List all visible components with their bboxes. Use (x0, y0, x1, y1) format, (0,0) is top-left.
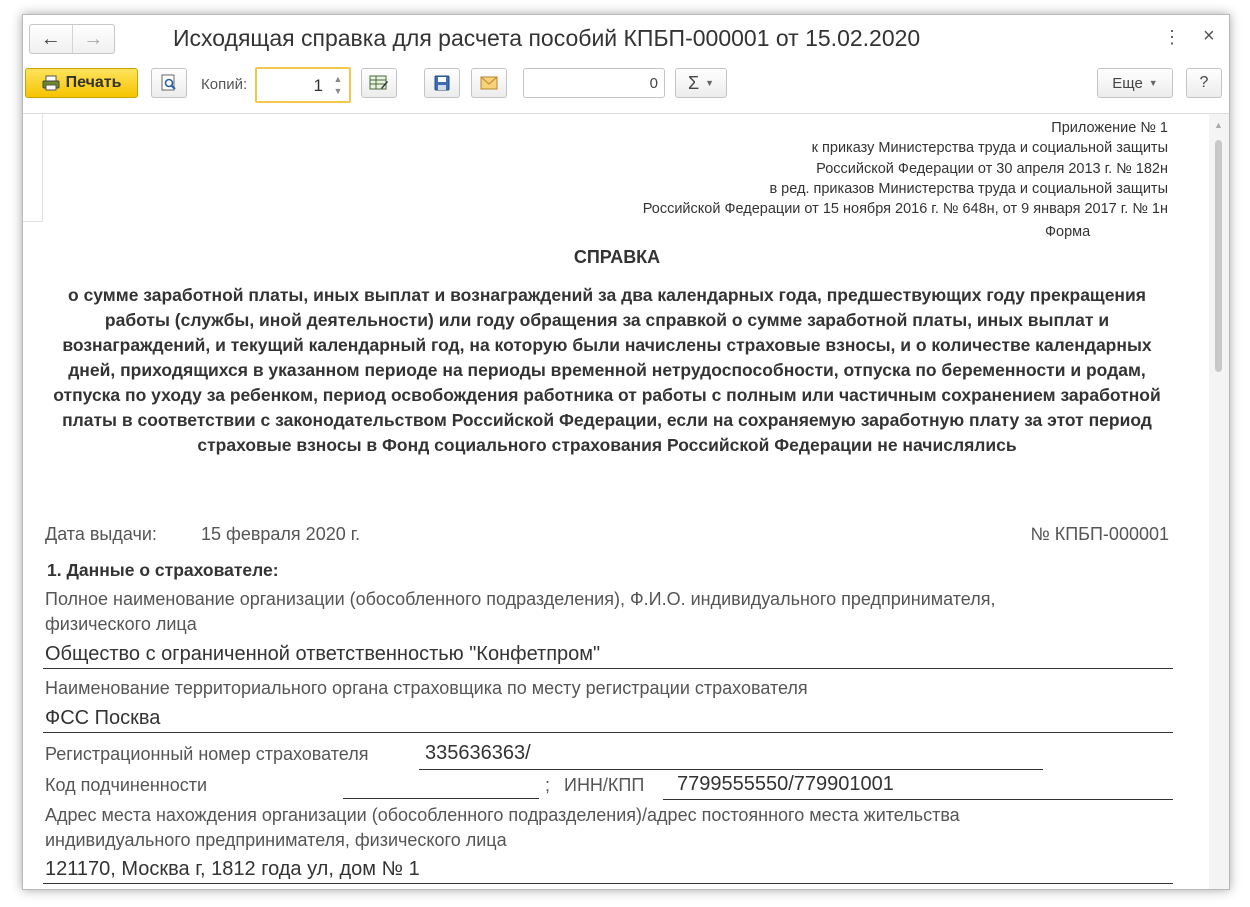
forward-arrow-icon[interactable]: → (72, 25, 115, 53)
fss-value: ФСС Посква (45, 707, 161, 729)
more-label: Еще (1112, 74, 1143, 92)
table-view-button[interactable] (361, 68, 397, 98)
issue-date-label: Дата выдачи: (45, 524, 157, 544)
appendix-line: к приказу Министерства труда и социальной защиты (811, 140, 1168, 157)
appendix-block (643, 118, 1168, 219)
close-icon[interactable]: × (1203, 25, 1215, 47)
sum-field[interactable] (523, 68, 665, 98)
window-title: Исходящая справка для расчета пособий КПБП-000001 от 15.02.2020 (173, 25, 921, 51)
corner-cell (23, 114, 43, 222)
title-bar (23, 15, 1229, 65)
org-name-underline (43, 668, 1173, 669)
more-button[interactable] (1097, 68, 1173, 98)
help-button[interactable]: ? (1186, 68, 1222, 98)
back-arrow-icon[interactable]: ← (40, 27, 61, 50)
semicolon-separator: ; (545, 775, 551, 795)
section-1-title: 1. Данные о страхователе: (47, 560, 279, 580)
copies-stepper[interactable]: ▲ ▼ (333, 74, 343, 96)
navigation-group (29, 24, 115, 54)
issue-date-value: 15 февраля 2020 г. (201, 524, 361, 544)
copies-label: Копий: (201, 76, 248, 93)
scroll-thumb[interactable] (1215, 140, 1222, 372)
appendix-line: Российской Федерации от 30 апреля 2013 г. № 182н (816, 160, 1168, 177)
fss-underline (43, 732, 1173, 733)
envelope-icon (480, 76, 498, 90)
sigma-icon: Σ (687, 72, 700, 93)
inn-kpp-label: ИНН/КПП (564, 775, 645, 795)
certificate-number: № КПБП-000001 (1030, 524, 1169, 544)
inn-kpp-value: 7799555550/779901001 (677, 773, 894, 795)
toolbar (23, 65, 1229, 109)
org-name-value: Общество с ограниченной ответственностью "Конфетпром" (45, 643, 601, 665)
address-label: Адрес места нахождения организации (обособленного подразделения)/адрес постоянного места жительства (45, 805, 960, 825)
printer-icon (42, 75, 60, 91)
sum-value: 0 (649, 75, 658, 92)
document-subheading: о сумме заработной платы, иных выплат и вознаграждений за два календарных года, предшествующих году прекращения работы (службы, иной деятельности) или году обращения за справкой о сумме заработной платы, иных выплат и вознаграждений, и текущий календарный год, на которую были начислены страховые взносы, и о количестве календарных дней, приходящихся в указанном периоде на периоды временной нетрудоспособности, отпуска по беременности и родам, отпуска по уходу за ребенком, период освобождения работника от работы с полным или частичным сохранением заработной платы в соответствии с законодательством Российской Федерации, если на сохраняемую заработную плату за этот период страховые взносы в Фонд социального страхования Российской Федерации не начислялись (53, 285, 1161, 455)
appendix-line: Приложение № 1 (1051, 120, 1168, 136)
print-label: Печать (65, 74, 122, 91)
address-label-cont: индивидуального предпринимателя, физического лица (45, 830, 507, 850)
table-edit-icon (369, 75, 389, 91)
scroll-up-icon[interactable]: ▲ (1214, 120, 1223, 130)
chevron-down-icon: ▼ (1148, 78, 1158, 88)
inn-kpp-underline (663, 799, 1173, 800)
appendix-line: Российской Федерации от 15 ноября 2016 г. № 648н, от 9 января 2017 г. № 1н (642, 201, 1168, 218)
copies-input[interactable] (255, 67, 351, 103)
floppy-disk-icon (434, 75, 450, 91)
reg-number-underline (419, 769, 1043, 770)
send-email-button[interactable] (471, 68, 507, 98)
copies-value: 1 (313, 76, 323, 95)
more-menu-icon[interactable]: ⋮ (1163, 27, 1181, 47)
fss-label: Наименование территориального органа страховщика по месту регистрации страхователя (45, 678, 808, 698)
subordination-label: Код подчиненности (45, 775, 208, 795)
address-underline (43, 883, 1173, 884)
address-value: 121170, Москва г, 1812 года ул, дом № 1 (45, 858, 420, 880)
print-button[interactable] (25, 68, 138, 98)
document-window (22, 14, 1230, 890)
reg-number-label: Регистрационный номер страхователя (45, 744, 369, 764)
org-name-label: Полное наименование организации (обособленного подразделения), Ф.И.О. индивидуального предпринимателя, (45, 589, 996, 609)
subordination-underline (343, 798, 539, 799)
reg-number-value: 335636363/ (425, 742, 531, 764)
save-button[interactable] (424, 68, 460, 98)
chevron-down-icon: ▼ (705, 78, 715, 88)
document-area (23, 113, 1229, 890)
form-label: Форма (1045, 224, 1091, 240)
sum-mode-button[interactable] (675, 68, 727, 98)
org-name-label-cont: физического лица (45, 614, 197, 634)
appendix-line: в ред. приказов Министерства труда и социальной защиты (769, 180, 1168, 197)
preview-icon (160, 74, 178, 92)
vertical-scrollbar[interactable] (1209, 114, 1229, 890)
print-preview-button[interactable] (151, 68, 187, 98)
spreadsheet-document (23, 114, 1211, 890)
document-heading: СПРАВКА (573, 247, 661, 267)
